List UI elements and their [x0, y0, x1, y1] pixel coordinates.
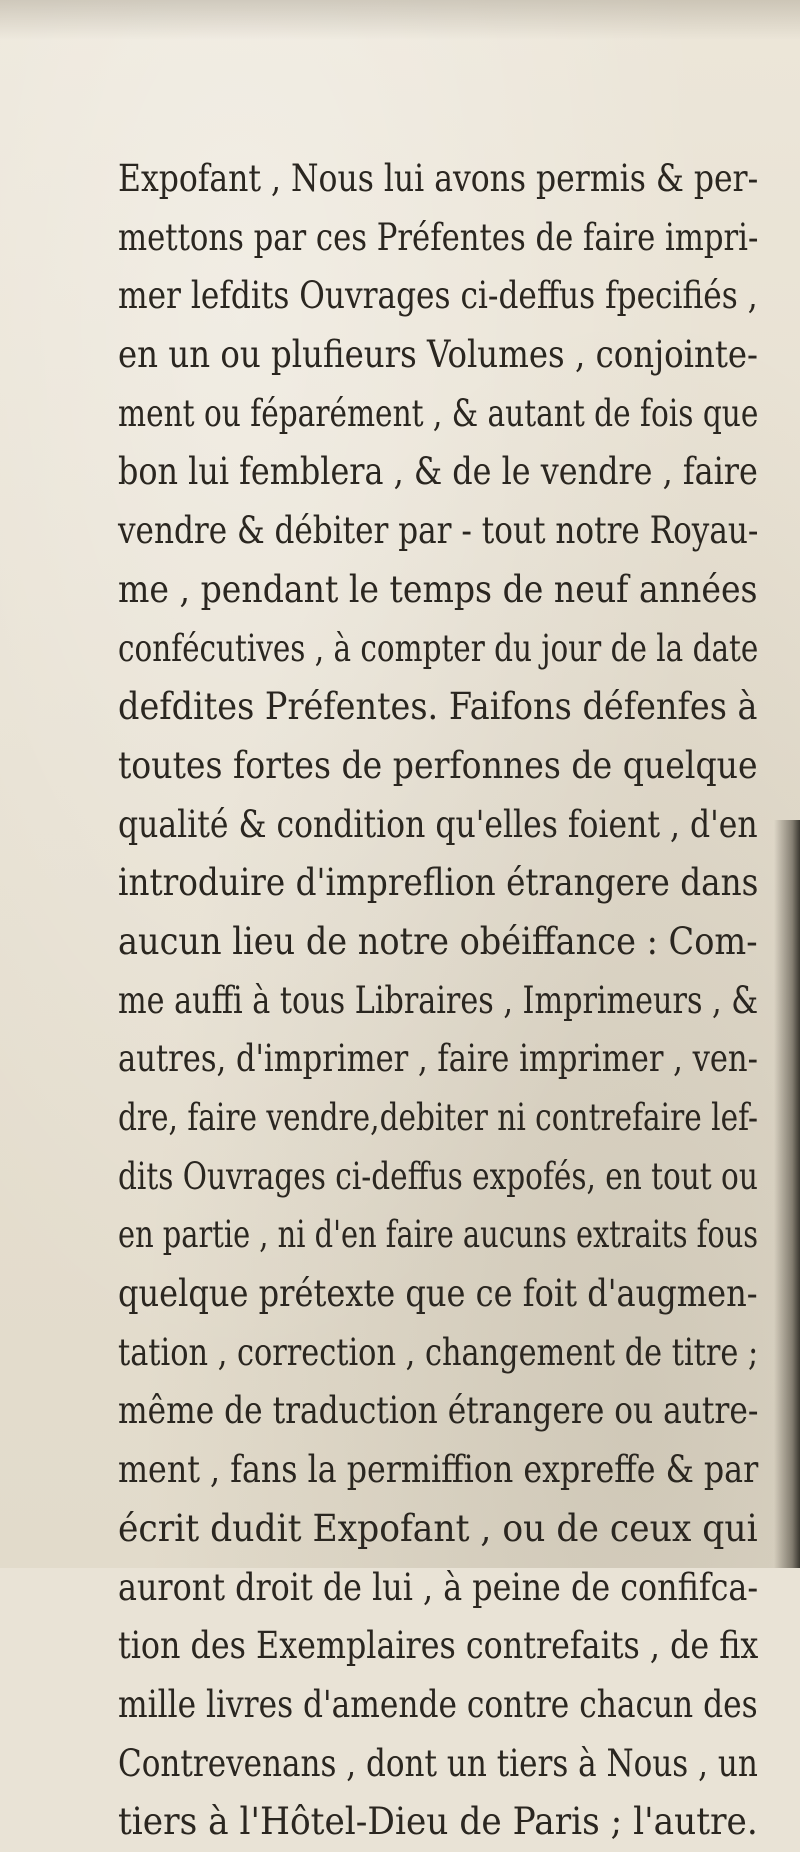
text-line: qualité & condition qu'elles foient , d'en	[118, 802, 758, 846]
text-line: quelque prétexte que ce foit d'augmen-	[118, 1272, 758, 1316]
text-line: mettons par ces Préfentes de faire impri-	[118, 215, 759, 259]
text-line: en un ou plufieurs Volumes , conjointe-	[118, 333, 758, 377]
text-line: toutes fortes de perfonnes de quelque	[118, 743, 758, 787]
text-line: dre, faire vendre,debiter ni contrefaire lef-	[118, 1096, 758, 1139]
text-line: en partie , ni d'en faire aucuns extraits fous	[118, 1213, 759, 1257]
text-line: auront droit de lui , à peine de confifca-	[118, 1565, 759, 1609]
text-line: mer lefdits Ouvrages ci-deffus fpecifiés ,	[118, 274, 758, 318]
text-line: écrit dudit Expofant , ou de ceux qui	[118, 1506, 758, 1550]
text-line: ment ou féparément , & autant de fois que	[118, 391, 759, 435]
text-line: defdites Préfentes. Faifons défenfes à	[118, 685, 758, 729]
text-line: mille livres d'amende contre chacun des	[118, 1682, 758, 1726]
text-line: me , pendant le temps de neuf années	[118, 567, 758, 611]
text-line: bon lui femblera , & de le vendre , faire	[118, 450, 758, 494]
text-line: Contrevenans , dont un tiers à Nous , un	[118, 1741, 758, 1785]
text-line: même de traduction étrangere ou autre-	[118, 1389, 759, 1433]
text-line: confécutives , à compter du jour de la date	[118, 626, 759, 670]
text-line: tion des Exemplaires contrefaits , de fix	[118, 1624, 759, 1668]
text-line: me auffi à tous Libraires , Imprimeurs , &	[118, 978, 759, 1022]
text-line: Expofant , Nous lui avons permis & per-	[118, 157, 759, 200]
text-line: tation , correction , changement de titre ;	[118, 1330, 759, 1374]
page-top-shading	[0, 0, 800, 40]
text-line: tiers à l'Hôtel-Dieu de Paris ; l'autre.	[118, 1800, 758, 1844]
body-text	[118, 150, 758, 1852]
binding-shadow	[774, 820, 800, 1568]
text-line: ment , fans la permiffion expreffe & par	[118, 1448, 759, 1492]
text-line: aucun lieu de notre obéiffance : Com-	[118, 919, 758, 963]
text-line: dits Ouvrages ci-deffus expofés, en tout ou	[118, 1154, 758, 1198]
text-line: vendre & débiter par - tout notre Royau-	[118, 509, 759, 553]
text-line: introduire d'impreflion étrangere dans	[118, 861, 759, 905]
text-line: autres, d'imprimer , faire imprimer , ven-	[118, 1037, 758, 1081]
